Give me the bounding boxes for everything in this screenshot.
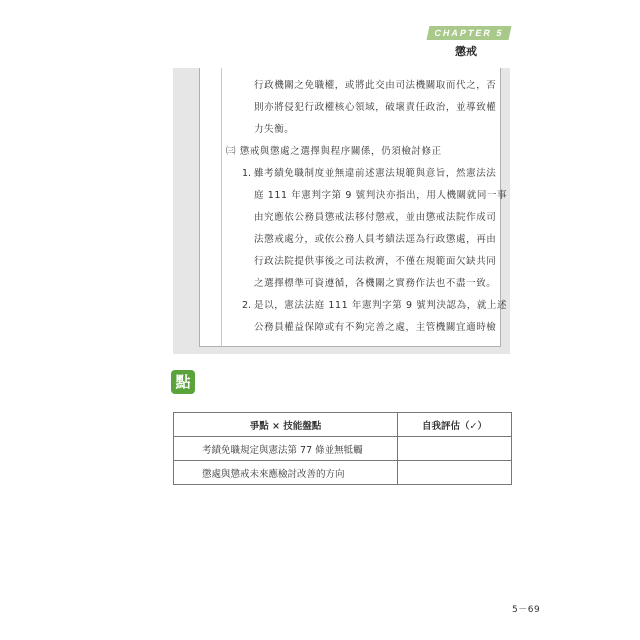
- col-header-issue: 爭點 × 技能盤點: [174, 413, 398, 437]
- table-cell-check[interactable]: [398, 461, 512, 485]
- table-cell-item: 懲處與懲戒未來應檢討改善的方向: [174, 461, 398, 485]
- margin-line: [221, 68, 222, 346]
- page-number: 5－69: [512, 605, 541, 615]
- key-point-icon: 點: [171, 370, 195, 394]
- text-line: 之選擇標準可資遵循，各機關之實務作法也不盡一致。: [254, 278, 497, 289]
- chapter-title: 懲戒: [455, 45, 477, 58]
- text-line: 法懲戒處分，或依公務人員考績法逕為行政懲處，再由: [254, 234, 497, 245]
- chapter-tab: CHAPTER 5: [427, 26, 512, 40]
- table-row: [174, 437, 512, 461]
- table-cell-check[interactable]: [398, 437, 512, 461]
- col-header-self-eval: 自我評估（✓）: [398, 413, 512, 437]
- item-number: 1.: [242, 168, 252, 179]
- text-line: 由究應依公務員懲戒法移付懲戒，並由懲戒法院作成司: [254, 212, 497, 223]
- text-line: 雖考績免職制度並無違前述憲法規範與意旨，然憲法法: [254, 168, 497, 179]
- skill-table: [173, 412, 512, 485]
- table-cell-item: 考績免職規定與憲法第 77 條並無牴觸: [174, 437, 398, 461]
- text-line: 庭 111 年憲判字第 9 號判決亦指出，用人機關就同一事: [254, 190, 508, 201]
- text-panel: [173, 68, 510, 354]
- table-row: [174, 461, 512, 485]
- text-line: 行政法院提供事後之司法救濟，不僅在規範面欠缺共同: [254, 256, 497, 267]
- section-heading: ㈢ 懲戒與懲處之選擇與程序關係，仍須檢討修正: [226, 146, 442, 157]
- text-line: 則亦將侵犯行政權核心領域，破壞責任政治，並導致權: [254, 102, 497, 113]
- text-line: 行政機關之免職權，或將此交由司法機關取而代之，否: [254, 80, 497, 91]
- text-line: 力失衡。: [254, 124, 295, 135]
- item-number: 2.: [242, 300, 252, 311]
- text-line: 是以，憲法法庭 111 年憲判字第 9 號判決認為，就上述: [254, 300, 508, 311]
- text-body: [199, 68, 508, 347]
- table-header-row: [174, 413, 512, 437]
- text-line: 公務員權益保障或有不夠完善之處，主管機關宜適時檢: [254, 322, 497, 333]
